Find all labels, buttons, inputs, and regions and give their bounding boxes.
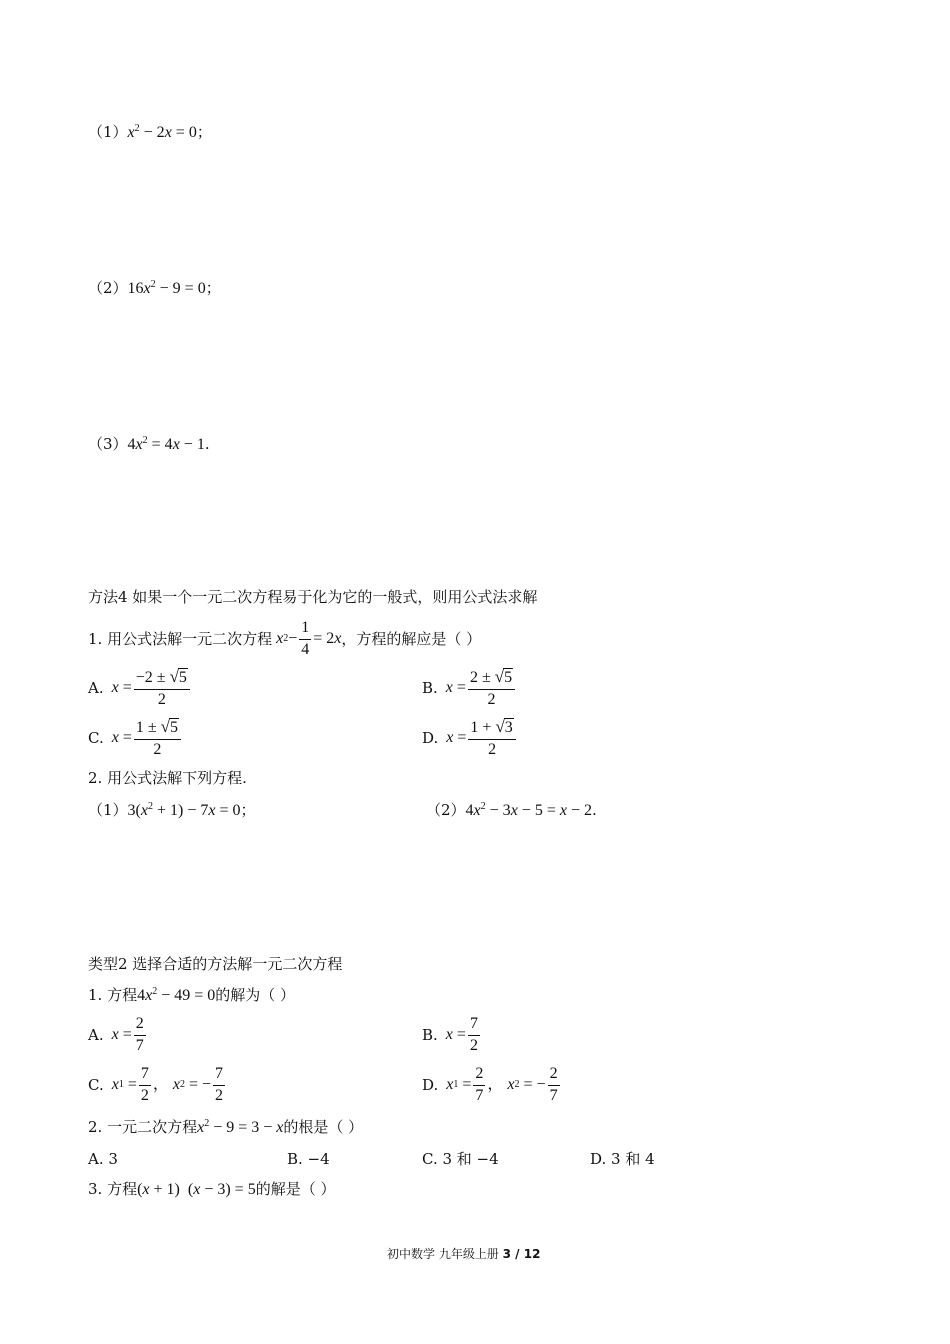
option-d: D. x = $\frac{1 + √3}{2}$: [422, 718, 518, 759]
type2-option-b: B. x = $\frac{7}{2}$: [422, 1016, 482, 1055]
option-formula: x = $\frac{1 + √3}{2}$: [446, 718, 518, 759]
option-formula: x = $\frac{1 \pm √5}{2}$: [112, 718, 183, 759]
equation: $x^2 - 2x = 0$: [127, 123, 197, 141]
type2-q2-option-c: C. 3 和 −4: [422, 1150, 499, 1168]
item-label: （2）: [88, 279, 128, 297]
equation: $16x^2 - 9 = 0$: [127, 279, 206, 297]
option-formula: x 1 = $\frac{7}{2}$ ， x 2 = − $\frac{7}{2}$: [111, 1065, 224, 1104]
method4-question-2: 2. 用公式法解下列方程.: [88, 769, 247, 787]
item-tail: ；: [205, 279, 221, 297]
type2-question-2: 2. 一元二次方程$x^2 - 9 = 3 - x$的根是（ ）: [88, 1118, 364, 1136]
footer-text: 初中数学 九年级上册: [387, 1247, 499, 1261]
equation-item-3: [88, 437, 210, 453]
equation: $4x^2 - 3x - 5 = x - 2$: [465, 801, 592, 819]
equation: (x + 1) (x − 3) = 5: [137, 1181, 256, 1198]
page-number: 3 / 12: [502, 1247, 541, 1261]
type2-question-1: 1. 方程$4x^2 - 49 = 0$的解为（ ）: [88, 986, 296, 1004]
method4-q2-sub1: $(1)3(x^2 + 1) - 7x = 0$；: [88, 801, 256, 819]
equation: $4x^2 = 4x - 1$: [127, 435, 205, 453]
option-formula: x = $\frac{-2 \pm √5}{2}$: [112, 668, 192, 709]
type2-q2-option-a: A. 3: [88, 1150, 118, 1168]
question-prefix: 1. 用公式法解一元二次方程: [88, 629, 273, 648]
method4-heading: 方法4 如果一个一元二次方程易于化为它的一般式，则用公式法求解: [88, 588, 538, 606]
item-label: （1）: [88, 123, 128, 141]
option-formula: x = $\frac{2 \pm √5}{2}$: [446, 668, 517, 709]
option-c: C. x = $\frac{1 \pm √5}{2}$: [88, 718, 183, 759]
option-formula: x = $\frac{2}{7}$: [111, 1015, 144, 1054]
type2-option-c: C. x 1 = $\frac{7}{2}$ ， x 2 = − $\frac{7}{2}$: [88, 1066, 227, 1105]
item-label: （3）: [88, 435, 128, 453]
method4-question-1: [88, 620, 481, 659]
question-suffix: ，方程的解应是（ ）: [341, 629, 482, 648]
equation: x 2 − $\frac{1}{4}$ = 2 x: [276, 619, 342, 658]
equation: $x^2 - 9 = 3 - x$: [197, 1118, 284, 1136]
equation-item-2: [88, 281, 221, 297]
option-formula: x = $\frac{7}{2}$: [445, 1015, 478, 1054]
option-a: A. x = $\frac{-2 \pm √5}{2}$: [88, 668, 192, 709]
item-tail: .: [204, 435, 210, 453]
type2-question-3: 3. 方程(x + 1) (x − 3) = 5的解是（ ）: [88, 1180, 336, 1198]
type2-heading: 类型2 选择合适的方法解一元二次方程: [88, 955, 343, 973]
option-b: B. x = $\frac{2 \pm √5}{2}$: [422, 668, 517, 709]
equation: $3(x^2 + 1) - 7x = 0$: [127, 801, 241, 819]
option-formula: x 1 = $\frac{2}{7}$ ， x 2 = − $\frac{2}{7}$: [446, 1065, 558, 1104]
type2-option-d: D. x 1 = $\frac{2}{7}$ ， x 2 = − $\frac{2}{7}$: [422, 1066, 562, 1105]
type2-q2-option-d: D. 3 和 4: [590, 1150, 655, 1168]
item-tail: ；: [196, 123, 212, 141]
page-footer: [387, 1248, 540, 1260]
equation-item-1: [88, 125, 212, 141]
equation: $4x^2 - 49 = 0$: [137, 986, 216, 1004]
type2-q2-option-b: B. −4: [287, 1150, 330, 1168]
type2-option-a: A. x = $\frac{2}{7}$: [88, 1016, 148, 1055]
method4-q2-sub2: $(2)4x^2 - 3x - 5 = x - 2$.: [426, 801, 597, 819]
